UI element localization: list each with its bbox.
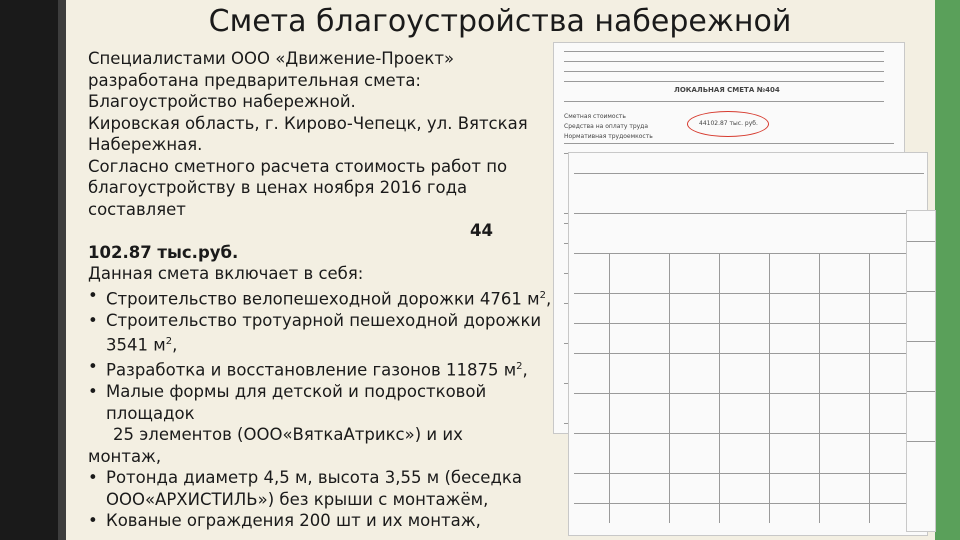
right-green-band [935,0,960,540]
slide-title: Смета благоустройства набережной [208,4,792,39]
work-list [88,285,563,425]
list-item: • Малые формы для детской и подростковой площадок [88,382,487,423]
bullet-icon: • [88,382,98,401]
work-list-2 [88,467,563,532]
paragraph-line-2: разработана предварительная смета: [88,70,421,90]
paragraph-line-4: Кировская область, г. Кирово-Чепецк, ул. Вятская [88,113,528,133]
document-highlight-value: 44102.87 тыс. руб. [699,120,758,127]
elements-line-1: 25 элементов (ООО«ВяткаАтрикс») и их [113,425,463,444]
estimate-document-page3-image [906,210,936,532]
estimate-document-image: ЛОКАЛЬНАЯ СМЕТА №404 Сметная стоимость Средства на оплату труда Нормативная трудоемкость 44102.87 тыс. руб. [553,42,905,434]
paragraph-line-7: благоустройству в ценах ноября 2016 года [88,178,468,197]
list-item: • Строительство тротуарной пешеходной дорожки 3541 $м^2$, [88,310,542,355]
list-item: • Разработка и восстановление газонов 11875 $м^2$, [88,357,528,380]
elements-line-2: монтаж, [88,446,162,466]
bullet-icon: • [88,468,98,487]
amount-part1: 44 [470,221,493,240]
paragraph-line-6: Согласно сметного расчета стоимость работ по [88,156,508,176]
amount-part2: 102.87 тыс.руб. [88,242,239,262]
estimate-document-page2-image [568,152,928,536]
left-accent-band [58,0,66,540]
bullet-icon: • [88,310,98,330]
bullet-icon: • [88,357,98,376]
paragraph-line-1: Специалистами ООО «Движение-Проект» [88,49,455,68]
includes-intro: Данная смета включает в себя: [88,264,364,283]
paragraph-line-8: составляет [88,199,186,219]
paragraph-line-3: Благоустройство набережной. [88,92,356,111]
highlight-circle [687,111,769,137]
list-item: • Ротонда диаметр 4,5 м, высота 3,55 м (беседка ООО«АРХИСТИЛЬ») без крыши с монтажём, [88,468,522,509]
bullet-icon: • [88,511,98,530]
list-item: • Кованые ограждения 200 шт и их монтаж, [88,511,481,530]
paragraph-line-5: Набережная. [88,135,203,154]
slide-body [88,48,563,532]
list-item: • Строительство велопешеходной дорожки 4761 $м^2$, [88,285,552,308]
bullet-icon: • [88,285,98,305]
left-dark-band [0,0,62,540]
document-heading: ЛОКАЛЬНАЯ СМЕТА №404 [674,86,780,94]
